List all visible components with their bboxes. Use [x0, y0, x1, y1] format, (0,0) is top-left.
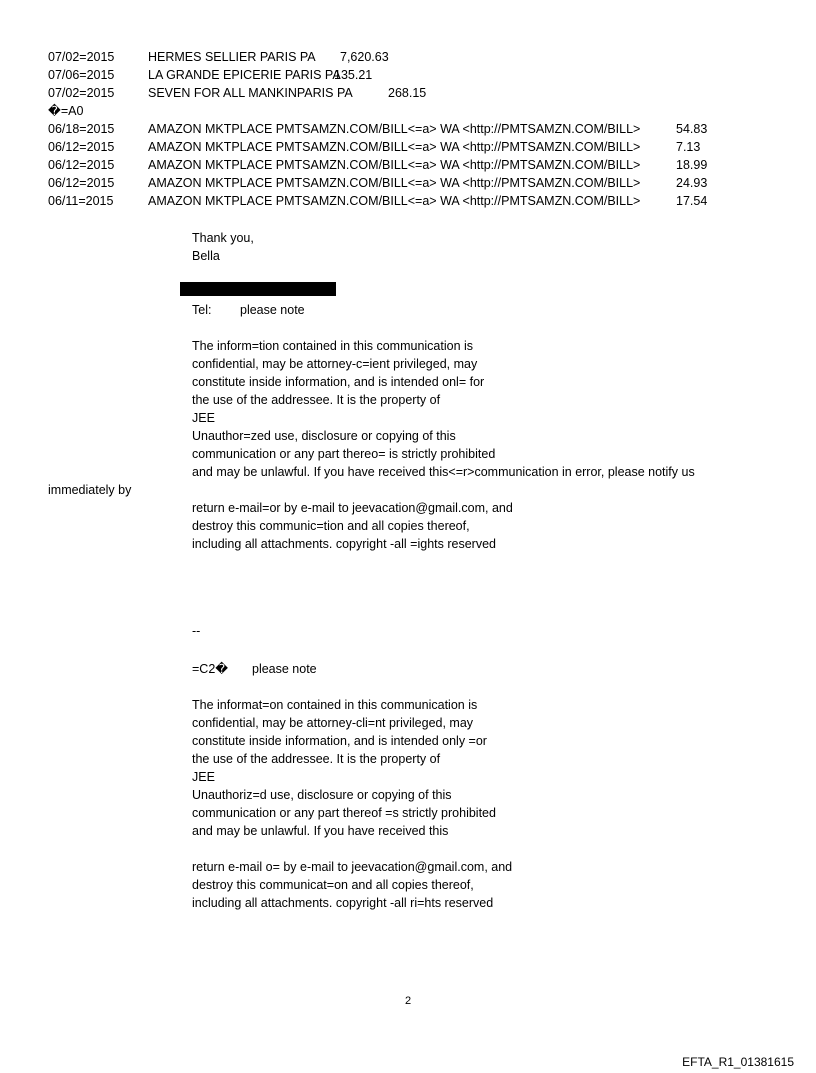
signoff-name: Bella	[192, 249, 220, 263]
tel-label: Tel:	[192, 303, 212, 317]
transaction-date: 06/11=2015	[48, 194, 114, 208]
signature-separator: --	[192, 624, 201, 638]
disclaimer-line: confidential, may be attorney-cli=nt privileged, may	[192, 716, 474, 730]
disclaimer-line: including all attachments. copyright -all =ights reserved	[192, 537, 496, 551]
transaction-description: AMAZON MKTPLACE PMTSAMZN.COM/BILL<=a> WA <http://PMTSAMZN.COM/BILL>	[148, 122, 641, 136]
disclaimer-line: the use of the addressee. It is the property of	[192, 393, 441, 407]
transaction-date: 07/02=2015	[48, 50, 115, 64]
disclaimer-line: JEE	[192, 770, 215, 784]
disclaimer-line: JEE	[192, 411, 215, 425]
tel-value: please note	[240, 303, 305, 317]
transaction-description: AMAZON MKTPLACE PMTSAMZN.COM/BILL<=a> WA <http://PMTSAMZN.COM/BILL>	[148, 140, 641, 154]
transaction-date: 07/06=2015	[48, 68, 115, 82]
disclaimer-line: and may be unlawful. If you have received this	[192, 824, 449, 838]
signoff-thanks: Thank you,	[192, 231, 254, 245]
disclaimer-line: Unauthor=zed use, disclosure or copying of this	[192, 429, 456, 443]
disclaimer-line: constitute inside information, and is intended onl= for	[192, 375, 485, 389]
disclaimer-wrapped-line: immediately by	[48, 483, 132, 497]
disclaimer-line: communication or any part thereo= is strictly prohibited	[192, 447, 496, 461]
page-number: 2	[404, 995, 412, 1007]
sig2-prefix: =C2�	[192, 662, 229, 676]
disclaimer-line: return e-mail o= by e-mail to jeevacation@gmail.com, and	[192, 860, 513, 874]
transaction-description: LA GRANDE EPICERIE PARIS PA	[148, 68, 341, 82]
transaction-amount: 7,620.63	[340, 50, 389, 64]
transaction-date: 06/18=2015	[48, 122, 115, 136]
transaction-amount: 54.83	[676, 122, 708, 136]
transaction-date: �=A0	[48, 104, 84, 118]
transaction-date: 07/02=2015	[48, 86, 115, 100]
sig2-value: please note	[252, 662, 317, 676]
transaction-date: 06/12=2015	[48, 176, 115, 190]
transaction-amount: 268.15	[388, 86, 427, 100]
transaction-date: 06/12=2015	[48, 158, 115, 172]
transaction-description: HERMES SELLIER PARIS PA	[148, 50, 316, 64]
disclaimer-line: The informat=on contained in this communication is	[192, 698, 478, 712]
transaction-date: 06/12=2015	[48, 140, 115, 154]
disclaimer-line: including all attachments. copyright -all ri=hts reserved	[192, 896, 494, 910]
disclaimer-line: The inform=tion contained in this communication is	[192, 339, 474, 353]
disclaimer-line: the use of the addressee. It is the property of	[192, 752, 441, 766]
disclaimer-line: return e-mail=or by e-mail to jeevacation@gmail.com, and	[192, 501, 513, 515]
disclaimer-line: destroy this communicat=on and all copies thereof,	[192, 878, 474, 892]
transaction-amount: 7.13	[676, 140, 701, 154]
disclaimer-line: communication or any part thereof =s strictly prohibited	[192, 806, 496, 820]
transaction-description: AMAZON MKTPLACE PMTSAMZN.COM/BILL<=a> WA <http://PMTSAMZN.COM/BILL>	[148, 176, 641, 190]
transaction-description: SEVEN FOR ALL MANKINPARIS PA	[148, 86, 353, 100]
disclaimer-line: constitute inside information, and is intended only =or	[192, 734, 487, 748]
disclaimer-line: destroy this communic=tion and all copies thereof,	[192, 519, 470, 533]
transaction-amount: 135.21	[334, 68, 373, 82]
transaction-description: AMAZON MKTPLACE PMTSAMZN.COM/BILL<=a> WA <http://PMTSAMZN.COM/BILL>	[148, 158, 641, 172]
disclaimer-line: Unauthoriz=d use, disclosure or copying of this	[192, 788, 452, 802]
disclaimer-line: confidential, may be attorney-c=ient privileged, may	[192, 357, 478, 371]
disclaimer-line: and may be unlawful. If you have received this<=r>communication in error, please notify us	[192, 465, 695, 479]
transaction-description: AMAZON MKTPLACE PMTSAMZN.COM/BILL<=a> WA <http://PMTSAMZN.COM/BILL>	[148, 194, 641, 208]
transaction-amount: 17.54	[676, 194, 708, 208]
transaction-amount: 18.99	[676, 158, 708, 172]
redaction-bar	[180, 282, 336, 296]
transaction-amount: 24.93	[676, 176, 708, 190]
document-id: EFTA_R1_01381615	[682, 1055, 794, 1069]
